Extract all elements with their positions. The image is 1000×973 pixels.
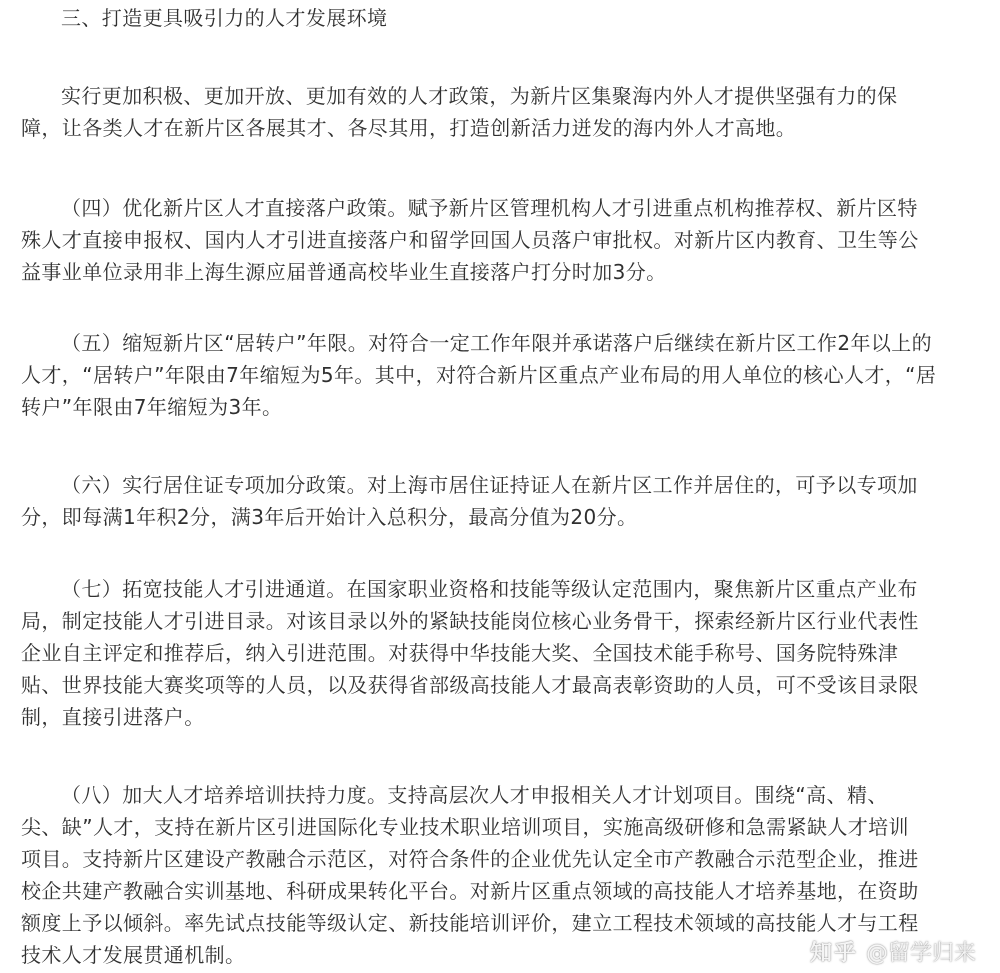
watermark-brand: 知乎: [809, 941, 858, 966]
paragraph-line: 尖、缺”人才，支持在新片区引进国际化专业技术职业培训项目，实施高级研修和急需紧缺人才培训: [21, 815, 909, 839]
paragraph-line: 企业自主评定和推荐后，纳入引进范围。对获得中华技能大奖、全国技术能手称号、国务院特殊津: [21, 641, 899, 665]
paragraph-line: 益事业单位录用非上海生源应届普通高校毕业生直接落户打分时加3分。: [21, 260, 667, 284]
paragraph-line: 制，直接引进落户。: [21, 705, 205, 729]
paragraph-line: 分，即每满1年积2分，满3年后开始计入总积分，最高分值为20分。: [21, 505, 638, 529]
watermark-author: @留学归来: [865, 941, 976, 966]
paragraph-line: 贴、世界技能大赛奖项等的人员，以及获得省部级高技能人才最高表彰资助的人员，可不受该目录限: [21, 673, 919, 697]
paragraph-line: 殊人才直接申报权、国内人才引进直接落户和留学回国人员落户审批权。对新片区内教育、卫生等公: [21, 228, 919, 252]
paragraph-line: 额度上予以倾斜。率先试点技能等级认定、新技能培训评价，建立工程技术领域的高技能人才与工程: [21, 911, 919, 935]
paragraph-line: 局，制定技能人才引进目录。对该目录以外的紧缺技能岗位核心业务骨干，探索经新片区行业代表性: [21, 609, 919, 633]
paragraph-line: 技术人才发展贯通机制。: [21, 943, 246, 967]
paragraph-line: 障，让各类人才在新片区各展其才、各尽其用，打造创新活力迸发的海内外人才高地。: [21, 116, 797, 140]
paragraph-line: 实行更加积极、更加开放、更加有效的人才政策，为新片区集聚海内外人才提供坚强有力的保: [61, 84, 898, 108]
paragraph-line: （四）优化新片区人才直接落户政策。赋予新片区管理机构人才引进重点机构推荐权、新片区特: [61, 196, 918, 220]
paragraph-line: （五）缩短新片区“居转户”年限。对符合一定工作年限并承诺落户后继续在新片区工作2年以上的: [61, 331, 933, 355]
paragraph-line: 人才，“居转户”年限由7年缩短为5年。其中，对符合新片区重点产业布局的用人单位的核心人才，“居: [21, 363, 937, 387]
paragraph-line: 项目。支持新片区建设产教融合示范区，对符合条件的企业优先认定全市产教融合示范型企业，推进: [21, 847, 919, 871]
section-heading: 三、打造更具吸引力的人才发展环境: [61, 6, 388, 30]
paragraph-line: （七）拓宽技能人才引进通道。在国家职业资格和技能等级认定范围内，聚焦新片区重点产业布: [61, 577, 918, 601]
paragraph-line: （八）加大人才培养培训扶持力度。支持高层次人才申报相关人才计划项目。围绕“高、精、: [61, 783, 888, 807]
paragraph-line: 校企共建产教融合实训基地、科研成果转化平台。对新片区重点领域的高技能人才培养基地，在资助: [21, 879, 919, 903]
paragraph-line: （六）实行居住证专项加分政策。对上海市居住证持证人在新片区工作并居住的，可予以专项加: [61, 473, 918, 497]
paragraph-line: 转户”年限由7年缩短为3年。: [21, 395, 283, 419]
zhihu-watermark: [810, 936, 976, 967]
